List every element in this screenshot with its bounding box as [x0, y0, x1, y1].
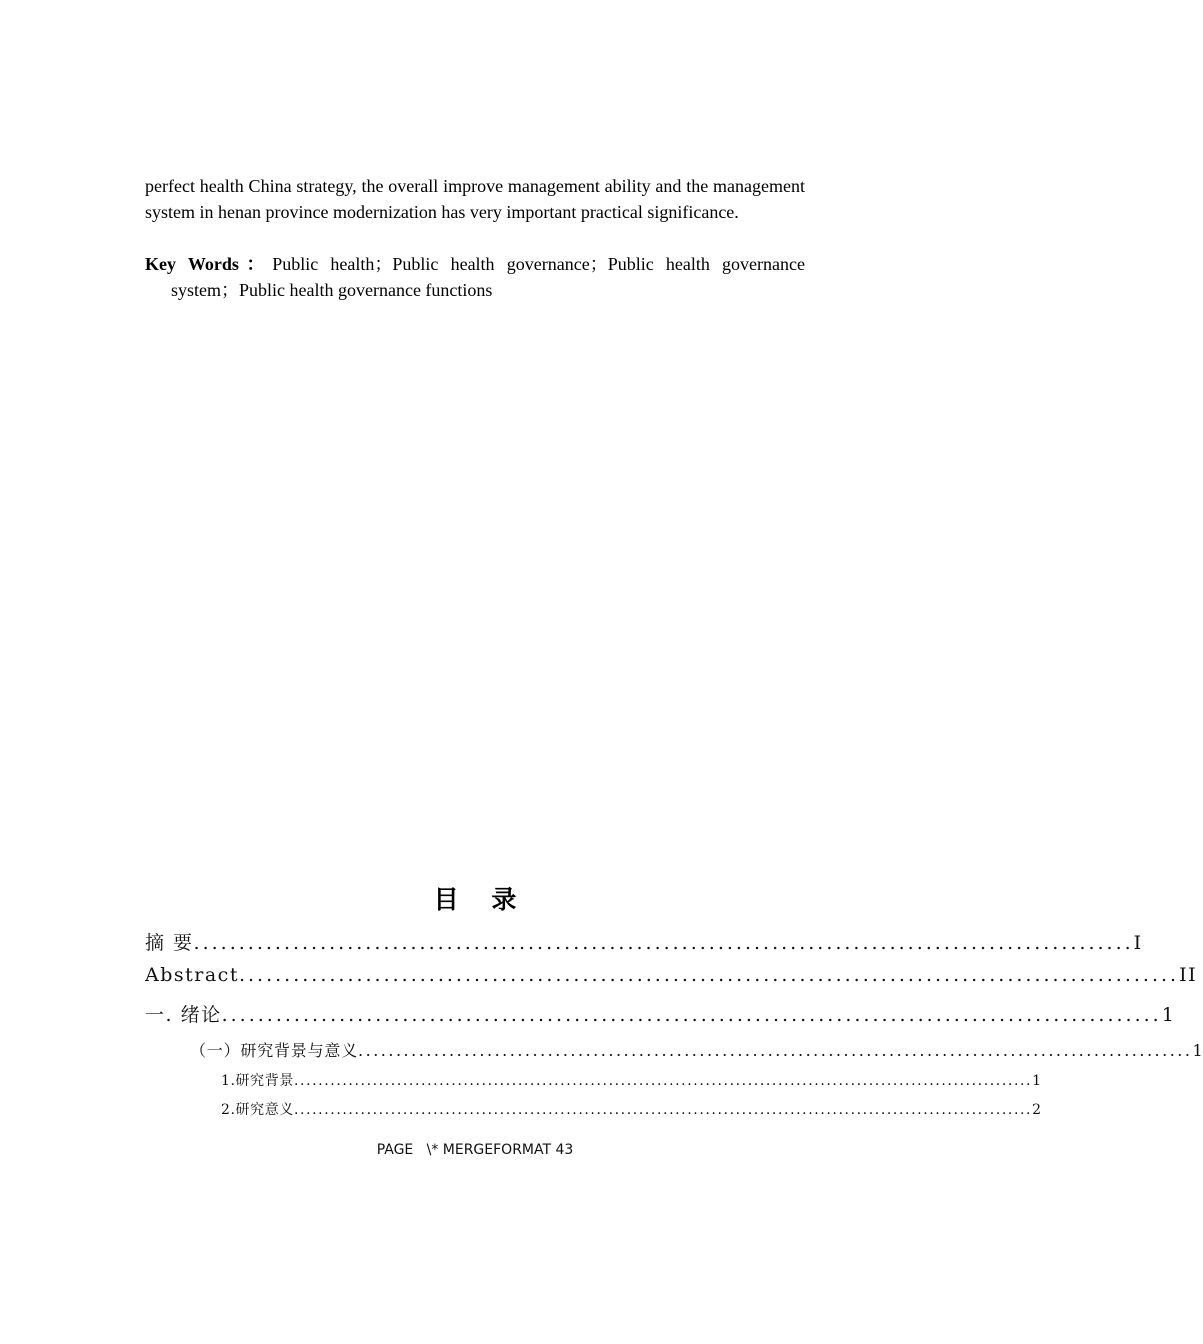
abstract-paragraph: perfect health China strategy, the overall improve management ability and the management system in henan province modernization has very important practical significance.: [145, 176, 805, 222]
keywords-line: [145, 251, 805, 303]
toc-title: 目 录: [433, 885, 529, 914]
toc-entry-page: 2: [1032, 1102, 1042, 1118]
toc-leader-dots: ..........................................................................................................................: [293, 1073, 1033, 1089]
toc-leader-dots: ........................................................................................................: [238, 964, 1180, 986]
toc-entry-page: II: [1179, 964, 1198, 986]
toc-entry-page: I: [1133, 932, 1143, 954]
page-footer: PAGE \* MERGEFORMAT 43: [376, 1142, 574, 1158]
toc-entry-label: Abstract: [145, 964, 239, 986]
toc-leader-dots: ........................................................................................................: [193, 932, 1134, 954]
toc-entry[interactable]: [221, 1099, 1042, 1119]
toc-entry-label: 一. 绪论: [145, 1004, 222, 1026]
toc-entry[interactable]: [145, 964, 1198, 986]
toc-leader-dots: ..............................................................................................................: [358, 1041, 1193, 1060]
toc-entry-page: 1: [1161, 1004, 1176, 1026]
toc-entry[interactable]: [221, 1070, 1042, 1090]
toc-entry[interactable]: [190, 1038, 1203, 1061]
toc-entry-page: 1: [1192, 1041, 1203, 1060]
toc-entry-label: 2.研究意义: [221, 1102, 294, 1118]
toc-leader-dots: ..........................................................................................................................: [293, 1102, 1033, 1118]
keywords-text: Public health；Public health governance；Public health governance system；Public health governance functions: [171, 254, 805, 300]
toc-leader-dots: ........................................................................................................: [221, 1004, 1162, 1026]
toc-entry[interactable]: [145, 928, 1143, 955]
toc-entry-page: 1: [1032, 1073, 1042, 1089]
toc-entry-label: 1.研究背景: [221, 1073, 294, 1089]
toc-entry[interactable]: [145, 1000, 1176, 1027]
toc-entry-label: （一）研究背景与意义: [190, 1041, 359, 1060]
toc-entry-label: 摘 要: [145, 932, 194, 954]
keywords-label: Key Words：: [145, 254, 273, 274]
